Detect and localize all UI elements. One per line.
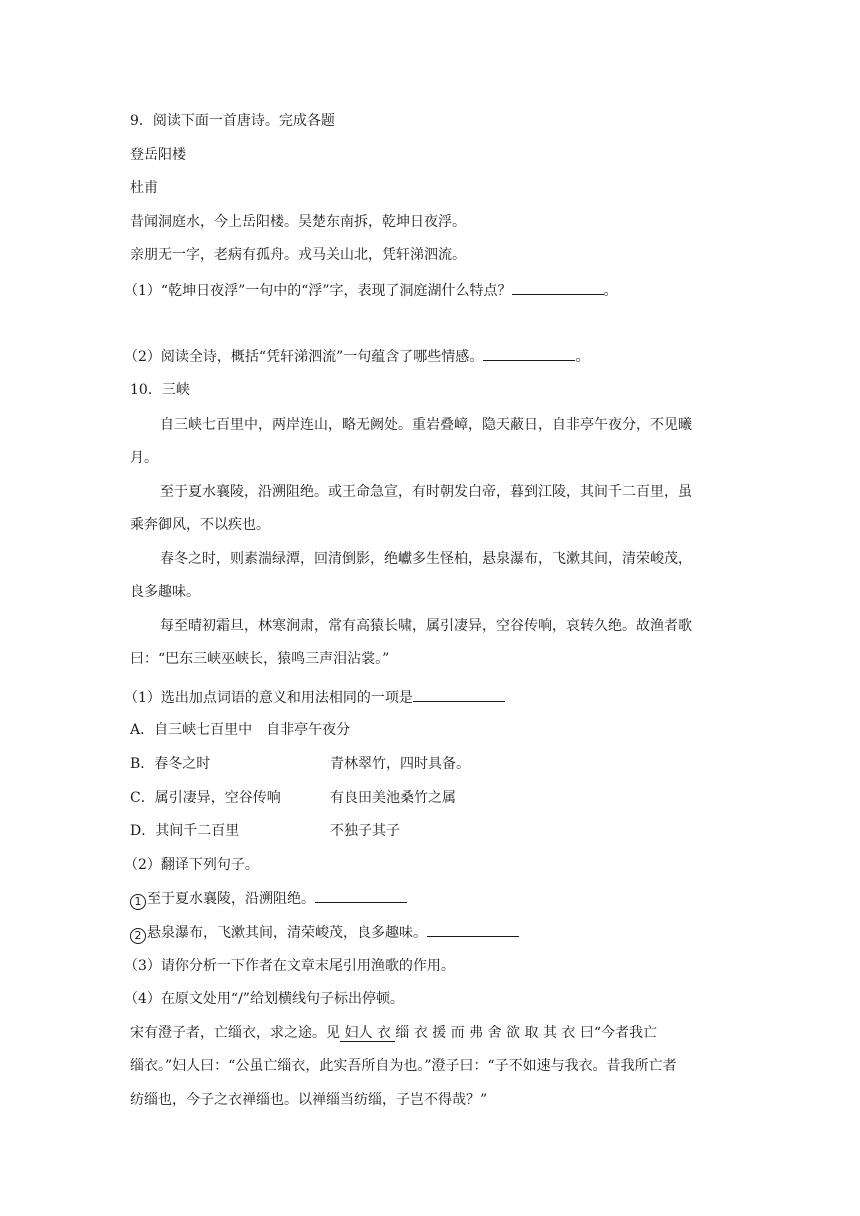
- option-c: C．属引凄异，空谷传响: [130, 790, 281, 806]
- q10-sub-2: （2）翻译下列句子。: [124, 857, 259, 873]
- poem-line-2: 亲朋无一字，老病有孤舟。戎马关山北，凭轩涕泗流。: [130, 247, 466, 263]
- passage-line-3: 纺缁也，今子之衣禅缁也。以禅缁当纺缁，子岂不得哉？”: [130, 1092, 488, 1108]
- paragraph-line: 自三峡七百里中，两岸连山，略无阙处。重岩叠嶂，隐天蔽日，自非亭午夜分，不见曦: [160, 417, 692, 433]
- passage-line-2: 缁衣。”妇人曰：“公虽亡缁衣，此实吾所自为也。”澄子曰：“子不如速与我衣。昔我所亡者: [130, 1058, 677, 1074]
- passage-line-1: [130, 1023, 657, 1043]
- passage-text: 缁 衣 援 而 弗 舍 欲 取 其 衣 曰“今者我亡: [395, 1025, 658, 1041]
- q10-sub-1: [124, 687, 505, 708]
- paragraph-line: 月。: [130, 450, 158, 466]
- paragraph-line: 至于夏水襄陵，沿溯阻绝。或王命急宣，有时朝发白帝，暮到江陵，其间千二百里，虽: [160, 484, 692, 500]
- option-a: A．自三峡七百里中 自非亭午夜分: [130, 722, 351, 738]
- paragraph-line: 良多趣味。: [130, 584, 200, 600]
- translate-item-1-text: 至于夏水襄陵，沿溯阻绝。: [147, 891, 315, 907]
- poem-title: 登岳阳楼: [130, 147, 186, 163]
- q10-sub-3: （3）请你分析一下作者在文章末尾引用渔歌的作用。: [124, 958, 455, 974]
- q9-sub-1-text: （1）“乾坤日夜浮”一句中的“浮”字，表现了洞庭湖什么特点？: [124, 283, 512, 299]
- option-d-compare: 不独子其子: [330, 823, 400, 839]
- answer-blank[interactable]: [427, 922, 519, 937]
- q9-sub-2-end: 。: [575, 349, 590, 365]
- answer-blank[interactable]: [315, 888, 407, 903]
- paragraph-line: 曰：“巴东三峡巫峡长，猿鸣三声泪沾裳。”: [130, 651, 390, 667]
- answer-blank[interactable]: [483, 346, 575, 361]
- translate-item-2: [130, 922, 519, 944]
- underlined-phrase: 妇人 衣: [340, 1025, 396, 1041]
- q9-sub-2-text: （2）阅读全诗，概括“凭轩涕泗流”一句蕴含了哪些情感。: [124, 349, 484, 365]
- q10-sub-1-text: （1）选出加点词语的意义和用法相同的一项是: [124, 690, 413, 706]
- text-paragraph-1: [130, 409, 730, 475]
- answer-blank[interactable]: [413, 687, 505, 702]
- passage-text: 宋有澄子者，亡缁衣，求之途。见: [130, 1025, 340, 1041]
- q9-sub-1-end: 。: [603, 283, 618, 299]
- option-b: B．春冬之时: [130, 756, 211, 772]
- translate-item-1: [130, 888, 407, 910]
- paragraph-line: 乘奔御风，不以疾也。: [130, 517, 270, 533]
- q9-sub-1: [124, 280, 618, 301]
- circled-number: 1: [130, 894, 146, 910]
- q9-sub-2: [124, 346, 589, 367]
- q9-header: 9．阅读下面一首唐诗。完成各题: [130, 113, 335, 129]
- option-d: D．其间千二百里: [130, 823, 240, 839]
- text-paragraph-4: [130, 610, 730, 676]
- translate-item-2-text: 悬泉瀑布，飞漱其间，清荣峻茂，良多趣味。: [147, 925, 427, 941]
- option-b-compare: 青林翠竹，四时具备。: [330, 756, 470, 772]
- answer-blank[interactable]: [512, 280, 604, 295]
- text-paragraph-3: [130, 543, 730, 609]
- option-c-compare: 有良田美池桑竹之属: [330, 790, 456, 806]
- poem-line-1: 昔闻洞庭水，今上岳阳楼。吴楚东南拆，乾坤日夜浮。: [130, 214, 466, 230]
- circled-number: 2: [130, 928, 146, 944]
- paragraph-line: 春冬之时，则素湍绿潭，回清倒影，绝巘多生怪柏，悬泉瀑布，飞漱其间，清荣峻茂，: [160, 551, 692, 567]
- q10-sub-4: （4）在原文处用“/”给划横线句子标出停顿。: [124, 991, 404, 1007]
- paragraph-line: 每至晴初霜旦，林寒涧肃，常有高猿长啸，属引凄异，空谷传响，哀转久绝。故渔者歌: [160, 618, 692, 634]
- q10-header: 10．三峡: [130, 382, 190, 398]
- text-paragraph-2: [130, 476, 730, 542]
- poem-author: 杜甫: [130, 180, 158, 196]
